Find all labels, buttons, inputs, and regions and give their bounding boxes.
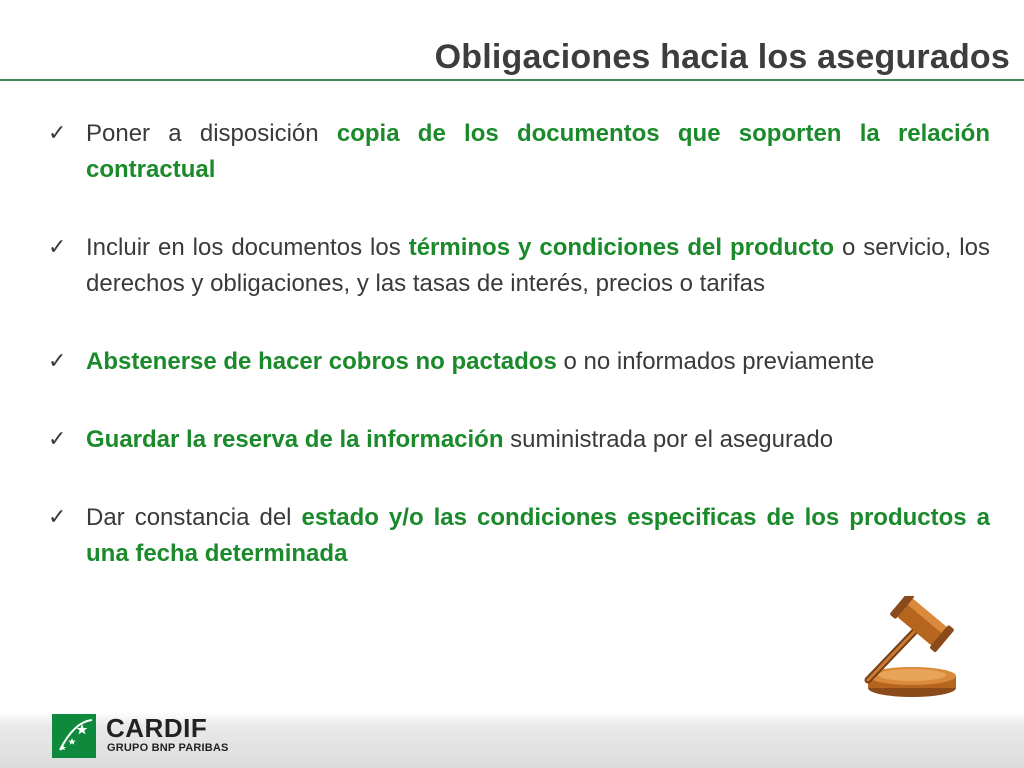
bullet-item [48,500,990,572]
bullet-text: Dar constancia del estado y/o las condiciones especificas de los productos a una fecha determinada [86,504,991,567]
bullet-item [48,344,990,380]
logo-tagline: GRUPO BNP PARIBAS [107,742,229,754]
checkmark-icon: ✓ [48,427,67,452]
gavel-icon [852,596,968,700]
bullet-list [48,116,990,572]
bullet-item [48,422,990,458]
bullet-item [48,116,990,188]
slide-title: Obligaciones hacia los asegurados [434,38,1010,76]
checkmark-icon: ✓ [48,505,67,530]
bullet-text: Incluir en los documentos los términos y condiciones del producto o servicio, los derechos y obligaciones, y las tasas de interés, precios o tarifas [86,234,990,297]
bnp-stars-icon [52,714,96,758]
bullet-item [48,230,990,302]
bullet-text: Poner a disposición copia de los documentos que soporten la relación contractual [86,120,990,183]
bullet-text: Guardar la reserva de la información suministrada por el asegurado [86,426,834,453]
checkmark-icon: ✓ [48,349,67,374]
cardif-logo [52,714,248,758]
bullet-text: Abstenerse de hacer cobros no pactados o no informados previamente [86,348,875,375]
logo-wordmark: CARDIF [106,713,208,743]
checkmark-icon: ✓ [48,121,67,146]
title-divider [0,79,1024,81]
checkmark-icon: ✓ [48,235,67,260]
